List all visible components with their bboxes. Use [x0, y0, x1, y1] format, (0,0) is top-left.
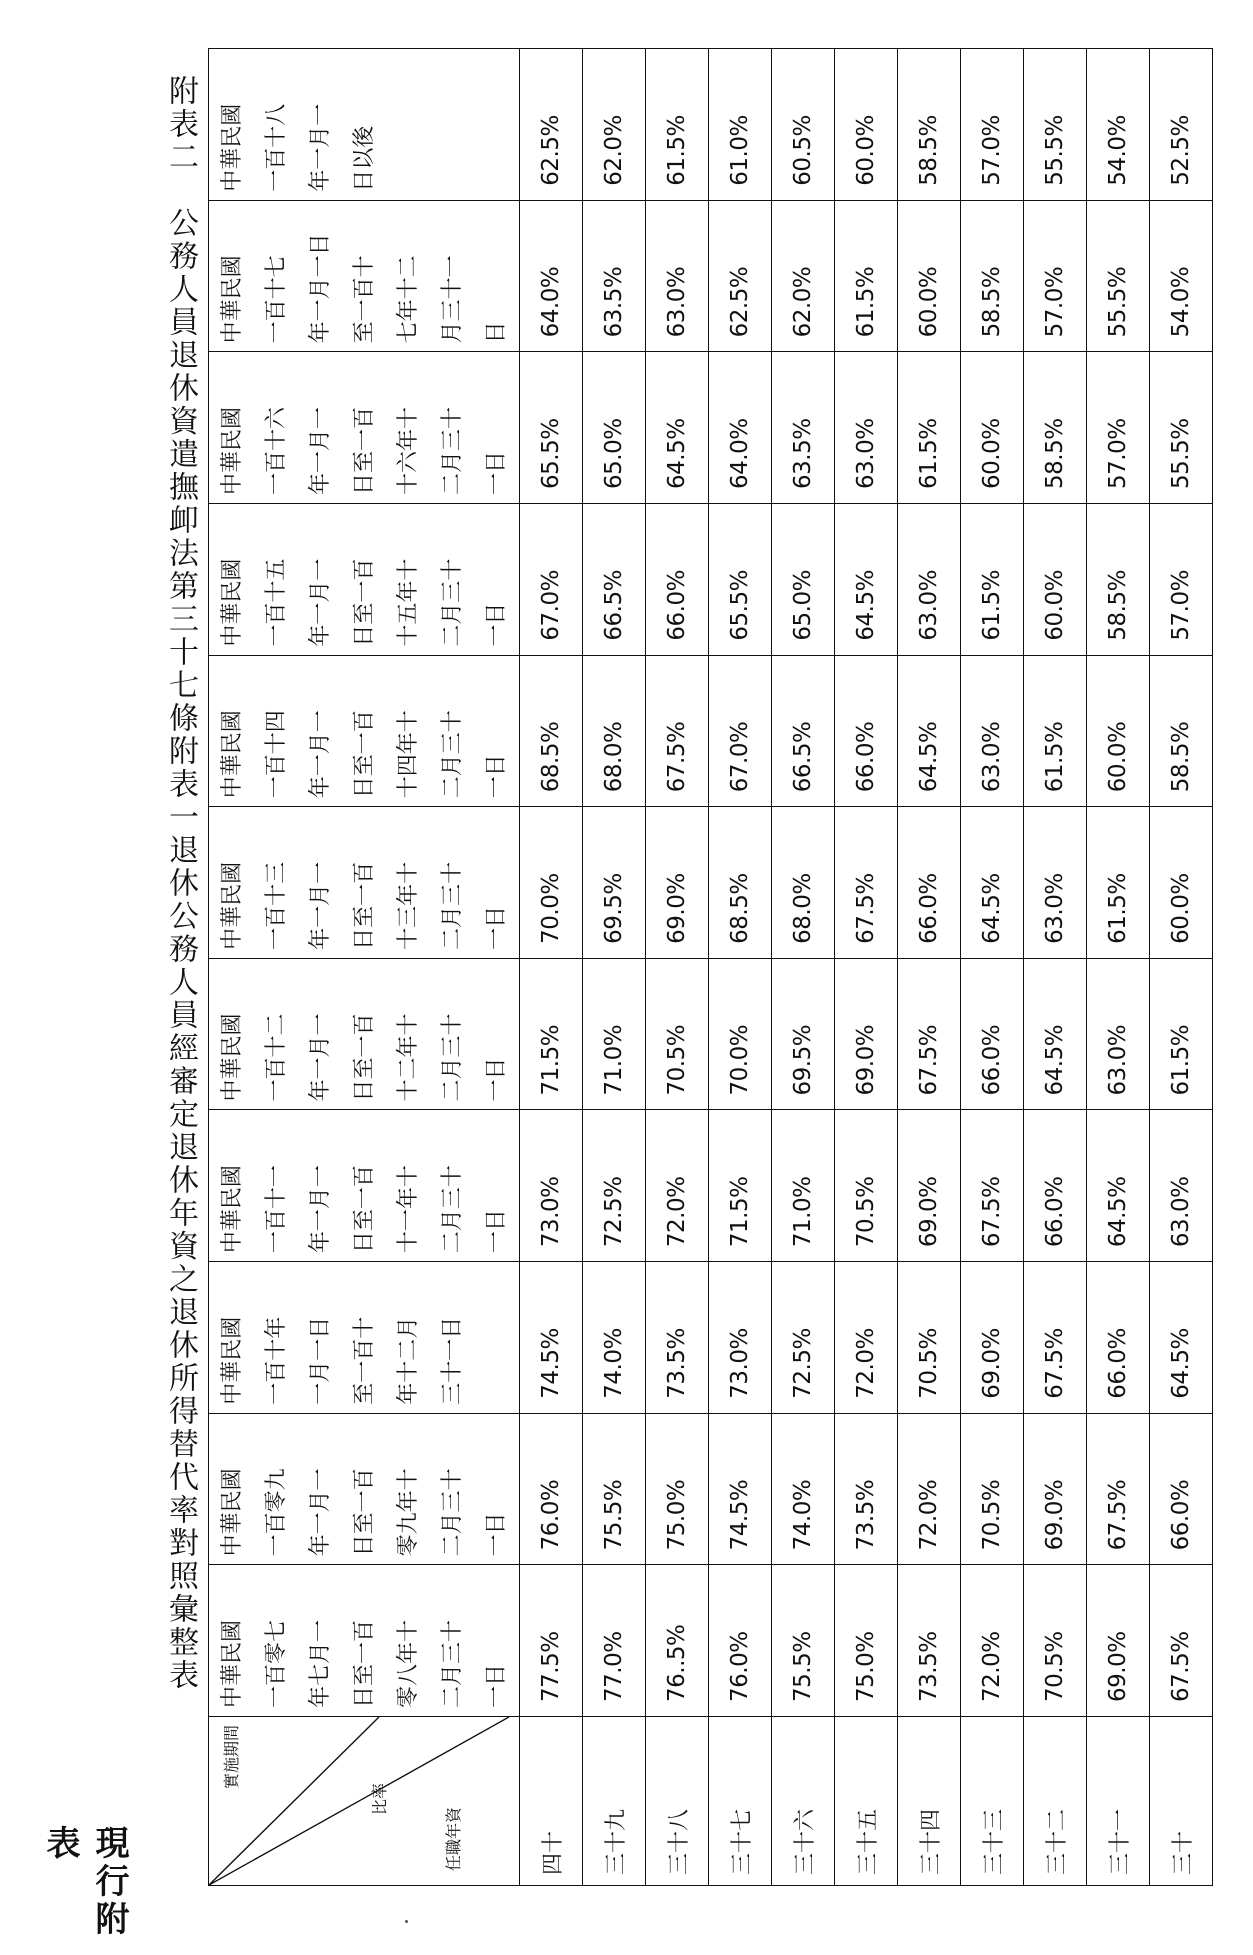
- period-header-line: 至一百十: [352, 1316, 377, 1405]
- rate-cell: 63.5%: [772, 352, 835, 504]
- table-row: [583, 49, 646, 1886]
- rate-cell: 64.5%: [1087, 1110, 1150, 1262]
- corner-diagonal-lines: [209, 1717, 509, 1885]
- rate-cell: 63.0%: [898, 504, 961, 656]
- period-header-line: 日至一百: [352, 1468, 377, 1557]
- period-header-line: 一百十一: [264, 1165, 289, 1254]
- rate-cell: 58.5%: [898, 49, 961, 201]
- rate-cell: 73.0%: [520, 1110, 583, 1262]
- rate-cell: 60.0%: [835, 49, 898, 201]
- rate-cell: 64.0%: [709, 352, 772, 504]
- period-header-line: 日至一百: [352, 1165, 377, 1254]
- rate-cell: 70.5%: [835, 1110, 898, 1262]
- period-header-line: 十六年十: [396, 406, 421, 495]
- rate-cell: 61.5%: [1024, 655, 1087, 807]
- rate-cell: 61.5%: [1087, 807, 1150, 959]
- period-header-line: 一百十二: [264, 1013, 289, 1102]
- rate-cell: 73.5%: [646, 1262, 709, 1414]
- rate-cell: 57.0%: [1087, 352, 1150, 504]
- period-header-line: 二月三十: [440, 1468, 465, 1557]
- period-header-line: 二月三十: [440, 558, 465, 647]
- table-row: [961, 49, 1024, 1886]
- table-row: [1024, 49, 1087, 1886]
- rate-cell: 62.5%: [709, 200, 772, 352]
- rate-cell: 60.0%: [1150, 807, 1213, 959]
- period-header-cell: [209, 807, 520, 959]
- service-years-cell: 三十二: [1024, 1717, 1087, 1886]
- rate-cell: 63.0%: [1150, 1110, 1213, 1262]
- period-header-line: 中華民國: [220, 1165, 245, 1254]
- rate-cell: 55.5%: [1024, 49, 1087, 201]
- rate-cell: 70.5%: [898, 1262, 961, 1414]
- rate-cell: 63.5%: [583, 200, 646, 352]
- rate-cell: 76.0%: [520, 1413, 583, 1565]
- period-header-cell: [209, 352, 520, 504]
- period-header-line: 中華民國: [220, 255, 245, 344]
- rate-cell: 68.5%: [520, 655, 583, 807]
- rate-cell: 64.5%: [1024, 958, 1087, 1110]
- rotated-table-wrapper: [208, 48, 1196, 1886]
- rate-cell: 76..5%: [646, 1565, 709, 1717]
- replacement-rate-table: [208, 48, 1213, 1886]
- rate-cell: 60.5%: [772, 49, 835, 201]
- period-header-line: 年一月一: [308, 1165, 333, 1254]
- rate-cell: 67.5%: [1087, 1413, 1150, 1565]
- rate-cell: 73.0%: [709, 1262, 772, 1414]
- rate-cell: 60.0%: [1024, 504, 1087, 656]
- period-header-line: 一百十四: [264, 710, 289, 799]
- rate-cell: 72.0%: [646, 1110, 709, 1262]
- rate-cell: 63.0%: [961, 655, 1024, 807]
- service-years-cell: 三十五: [835, 1717, 898, 1886]
- rate-cell: 69.0%: [1087, 1565, 1150, 1717]
- rate-cell: 67.5%: [1024, 1262, 1087, 1414]
- period-header-line: 七年十二: [396, 255, 421, 344]
- period-header-line: 中華民國: [220, 558, 245, 647]
- rate-cell: 70.0%: [520, 807, 583, 959]
- period-header-line: 中華民國: [220, 1013, 245, 1102]
- period-header-line: 二月三十: [440, 710, 465, 799]
- rate-cell: 69.0%: [898, 1110, 961, 1262]
- period-header-line: 一日: [484, 450, 509, 495]
- rate-cell: 69.5%: [772, 958, 835, 1110]
- table-row: [1087, 49, 1150, 1886]
- period-header-line: 日至一百: [352, 406, 377, 495]
- period-header-line: 一百十三: [264, 861, 289, 950]
- period-header-line: 一百十八: [264, 103, 289, 192]
- rate-cell: 70.0%: [709, 958, 772, 1110]
- rate-cell: 75.5%: [583, 1413, 646, 1565]
- period-header-line: 一日: [484, 1512, 509, 1557]
- rate-cell: 66.0%: [835, 655, 898, 807]
- period-header-line: 三十一日: [440, 1316, 465, 1405]
- period-header-line: 十四年十: [396, 710, 421, 799]
- rate-cell: 64.5%: [898, 655, 961, 807]
- rate-cell: 66.5%: [583, 504, 646, 656]
- rate-cell: 71.0%: [772, 1110, 835, 1262]
- rate-cell: 67.5%: [646, 655, 709, 807]
- rate-cell: 64.5%: [961, 807, 1024, 959]
- period-header-line: 一百十七: [264, 255, 289, 344]
- period-header-line: 一日: [484, 1057, 509, 1102]
- table-row: [520, 49, 583, 1886]
- period-header-cell: [209, 1413, 520, 1565]
- period-header-line: 中華民國: [220, 1619, 245, 1708]
- rate-cell: 63.0%: [835, 352, 898, 504]
- period-header-cell: [209, 1110, 520, 1262]
- table-row: [709, 49, 772, 1886]
- corner-label-service-years: 任職年資: [444, 1806, 463, 1871]
- rate-cell: 74.0%: [583, 1262, 646, 1414]
- rate-cell: 58.5%: [1087, 504, 1150, 656]
- rate-cell: 77.5%: [520, 1565, 583, 1717]
- table-row: [898, 49, 961, 1886]
- period-header-line: 年一月一: [308, 103, 333, 192]
- scan-speck: [405, 1920, 408, 1923]
- rate-cell: 66.0%: [646, 504, 709, 656]
- rate-cell: 67.5%: [898, 958, 961, 1110]
- period-header-line: 年一月一: [308, 558, 333, 647]
- rate-cell: 67.5%: [835, 807, 898, 959]
- rate-cell: 64.5%: [835, 504, 898, 656]
- service-years-cell: 三十七: [709, 1717, 772, 1886]
- period-header-line: 零八年十: [396, 1619, 421, 1708]
- rate-cell: 74.5%: [520, 1262, 583, 1414]
- period-header-cell: [209, 1565, 520, 1717]
- rate-cell: 58.5%: [1024, 352, 1087, 504]
- rate-cell: 72.5%: [772, 1262, 835, 1414]
- rate-cell: 74.5%: [709, 1413, 772, 1565]
- rate-cell: 64.0%: [520, 200, 583, 352]
- period-header-line: 年十二月: [396, 1316, 421, 1405]
- period-header-line: 一日: [484, 1663, 509, 1708]
- table-caption: 附表二 公務人員退休資遣撫卹法第三十七條附表一退休公務人員經審定退休年資之退休所得替代率對照彙整表: [163, 75, 198, 1692]
- period-header-line: 中華民國: [220, 710, 245, 799]
- service-years-cell: 三十九: [583, 1717, 646, 1886]
- period-header-line: 一百零七: [264, 1619, 289, 1708]
- rate-cell: 55.5%: [1087, 200, 1150, 352]
- rate-cell: 57.0%: [961, 49, 1024, 201]
- period-header-line: 日以後: [352, 125, 377, 192]
- period-header-line: 月三十一: [440, 255, 465, 344]
- rate-cell: 61.5%: [646, 49, 709, 201]
- rate-cell: 69.0%: [961, 1262, 1024, 1414]
- rate-cell: 61.5%: [961, 504, 1024, 656]
- rate-cell: 68.0%: [772, 807, 835, 959]
- rate-cell: 70.5%: [1024, 1565, 1087, 1717]
- rate-cell: 72.0%: [835, 1262, 898, 1414]
- table-body: [520, 49, 1213, 1886]
- corner-label-rate: 比率: [370, 1782, 389, 1815]
- period-header-line: 一月一日: [308, 1316, 333, 1405]
- period-header-line: 中華民國: [220, 1468, 245, 1557]
- period-header-line: 年一月一: [308, 406, 333, 495]
- period-header-line: 一日: [484, 1209, 509, 1254]
- rate-cell: 60.0%: [961, 352, 1024, 504]
- rate-cell: 63.0%: [646, 200, 709, 352]
- rate-cell: 65.5%: [520, 352, 583, 504]
- period-header-line: 一百零九: [264, 1468, 289, 1557]
- period-header-line: 日至一百: [352, 558, 377, 647]
- table-row: [1150, 49, 1213, 1886]
- period-header-line: 零九年十: [396, 1468, 421, 1557]
- rate-cell: 72.0%: [961, 1565, 1024, 1717]
- rate-cell: 66.0%: [1087, 1262, 1150, 1414]
- rate-cell: 64.5%: [646, 352, 709, 504]
- period-header-line: 十三年十: [396, 861, 421, 950]
- rate-cell: 71.0%: [583, 958, 646, 1110]
- rate-cell: 54.0%: [1150, 200, 1213, 352]
- period-header-line: 日至一百: [352, 1619, 377, 1708]
- rate-cell: 75.0%: [835, 1565, 898, 1717]
- rate-cell: 62.0%: [772, 200, 835, 352]
- rate-cell: 67.5%: [1150, 1565, 1213, 1717]
- rate-cell: 67.0%: [709, 655, 772, 807]
- rate-cell: 69.0%: [835, 958, 898, 1110]
- rate-cell: 63.0%: [1087, 958, 1150, 1110]
- period-header-line: 年一月一: [308, 710, 333, 799]
- service-years-cell: 三十八: [646, 1717, 709, 1886]
- rate-cell: 58.5%: [961, 200, 1024, 352]
- period-header-cell: [209, 1262, 520, 1414]
- rate-cell: 63.0%: [1024, 807, 1087, 959]
- period-header-line: 一日: [484, 602, 509, 647]
- rate-cell: 62.0%: [583, 49, 646, 201]
- period-header-cell: [209, 958, 520, 1110]
- rate-cell: 68.5%: [709, 807, 772, 959]
- period-header-line: 二月三十: [440, 1165, 465, 1254]
- table-row: [772, 49, 835, 1886]
- table-row: [646, 49, 709, 1886]
- period-header-line: 一百十年: [264, 1316, 289, 1405]
- rate-cell: 60.0%: [898, 200, 961, 352]
- rate-cell: 65.0%: [772, 504, 835, 656]
- rate-cell: 75.5%: [772, 1565, 835, 1717]
- rate-cell: 61.5%: [835, 200, 898, 352]
- period-header-cell: [209, 200, 520, 352]
- rate-cell: 66.5%: [772, 655, 835, 807]
- service-years-cell: 三十: [1150, 1717, 1213, 1886]
- rate-cell: 65.5%: [709, 504, 772, 656]
- period-header-line: 十五年十: [396, 558, 421, 647]
- document-heading: 現行附表: [40, 1825, 129, 1939]
- period-header-line: 十二年十: [396, 1013, 421, 1102]
- rate-cell: 69.5%: [583, 807, 646, 959]
- period-header-line: 日: [484, 321, 509, 344]
- rate-cell: 76.0%: [709, 1565, 772, 1717]
- rate-cell: 66.0%: [898, 807, 961, 959]
- period-header-line: 二月三十: [440, 1013, 465, 1102]
- period-header-cell: [209, 655, 520, 807]
- period-header-line: 中華民國: [220, 861, 245, 950]
- period-header-line: 年一月一: [308, 1468, 333, 1557]
- rate-cell: 68.0%: [583, 655, 646, 807]
- period-header-line: 一百十六: [264, 406, 289, 495]
- rate-cell: 60.0%: [1087, 655, 1150, 807]
- period-header-line: 二月三十: [440, 1619, 465, 1708]
- period-header-line: 中華民國: [220, 1316, 245, 1405]
- rate-cell: 74.0%: [772, 1413, 835, 1565]
- service-years-cell: 三十三: [961, 1717, 1024, 1886]
- period-header-line: 至一百十: [352, 255, 377, 344]
- service-years-cell: 三十四: [898, 1717, 961, 1886]
- service-years-cell: 四十: [520, 1717, 583, 1886]
- period-header-line: 日至一百: [352, 1013, 377, 1102]
- service-years-cell: 三十六: [772, 1717, 835, 1886]
- rate-cell: 62.5%: [520, 49, 583, 201]
- rate-cell: 55.5%: [1150, 352, 1213, 504]
- rate-cell: 65.0%: [583, 352, 646, 504]
- rate-cell: 73.5%: [898, 1565, 961, 1717]
- table-header-row: [209, 49, 520, 1886]
- period-header-line: 中華民國: [220, 406, 245, 495]
- rate-cell: 73.5%: [835, 1413, 898, 1565]
- rate-cell: 75.0%: [646, 1413, 709, 1565]
- rate-cell: 69.0%: [1024, 1413, 1087, 1565]
- rate-cell: 61.0%: [709, 49, 772, 201]
- rate-cell: 71.5%: [520, 958, 583, 1110]
- rate-cell: 57.0%: [1024, 200, 1087, 352]
- period-header-line: 十一年十: [396, 1165, 421, 1254]
- rate-cell: 52.5%: [1150, 49, 1213, 201]
- period-header-line: 年一月一: [308, 861, 333, 950]
- period-header-line: 中華民國: [220, 103, 245, 192]
- rate-cell: 64.5%: [1150, 1262, 1213, 1414]
- rate-cell: 58.5%: [1150, 655, 1213, 807]
- rate-cell: 57.0%: [1150, 504, 1213, 656]
- period-header-line: 年一月一: [308, 1013, 333, 1102]
- rate-cell: 66.0%: [1150, 1413, 1213, 1565]
- rate-cell: 69.0%: [646, 807, 709, 959]
- rate-cell: 61.5%: [898, 352, 961, 504]
- period-header-line: 一日: [484, 754, 509, 799]
- rate-cell: 77.0%: [583, 1565, 646, 1717]
- table-row: [835, 49, 898, 1886]
- period-header-line: 一百十五: [264, 558, 289, 647]
- period-header-line: 日至一百: [352, 710, 377, 799]
- rate-cell: 70.5%: [961, 1413, 1024, 1565]
- period-header-cell: [209, 49, 520, 201]
- rate-cell: 67.0%: [520, 504, 583, 656]
- corner-header-cell: [209, 1717, 520, 1886]
- rate-cell: 67.5%: [961, 1110, 1024, 1262]
- rate-cell: 70.5%: [646, 958, 709, 1110]
- corner-label-period: 實施期間: [222, 1725, 241, 1790]
- period-header-line: 日至一百: [352, 861, 377, 950]
- rate-cell: 66.0%: [961, 958, 1024, 1110]
- rate-cell: 72.0%: [898, 1413, 961, 1565]
- rate-cell: 54.0%: [1087, 49, 1150, 201]
- rate-cell: 71.5%: [709, 1110, 772, 1262]
- period-header-line: 年一月一日: [308, 233, 333, 344]
- period-header-line: 二月三十: [440, 406, 465, 495]
- period-header-line: 年七月一: [308, 1619, 333, 1708]
- period-header-cell: [209, 504, 520, 656]
- period-header-line: 二月三十: [440, 861, 465, 950]
- rate-cell: 61.5%: [1150, 958, 1213, 1110]
- service-years-cell: 三十一: [1087, 1717, 1150, 1886]
- rate-cell: 66.0%: [1024, 1110, 1087, 1262]
- period-header-line: 一日: [484, 905, 509, 950]
- rate-cell: 72.5%: [583, 1110, 646, 1262]
